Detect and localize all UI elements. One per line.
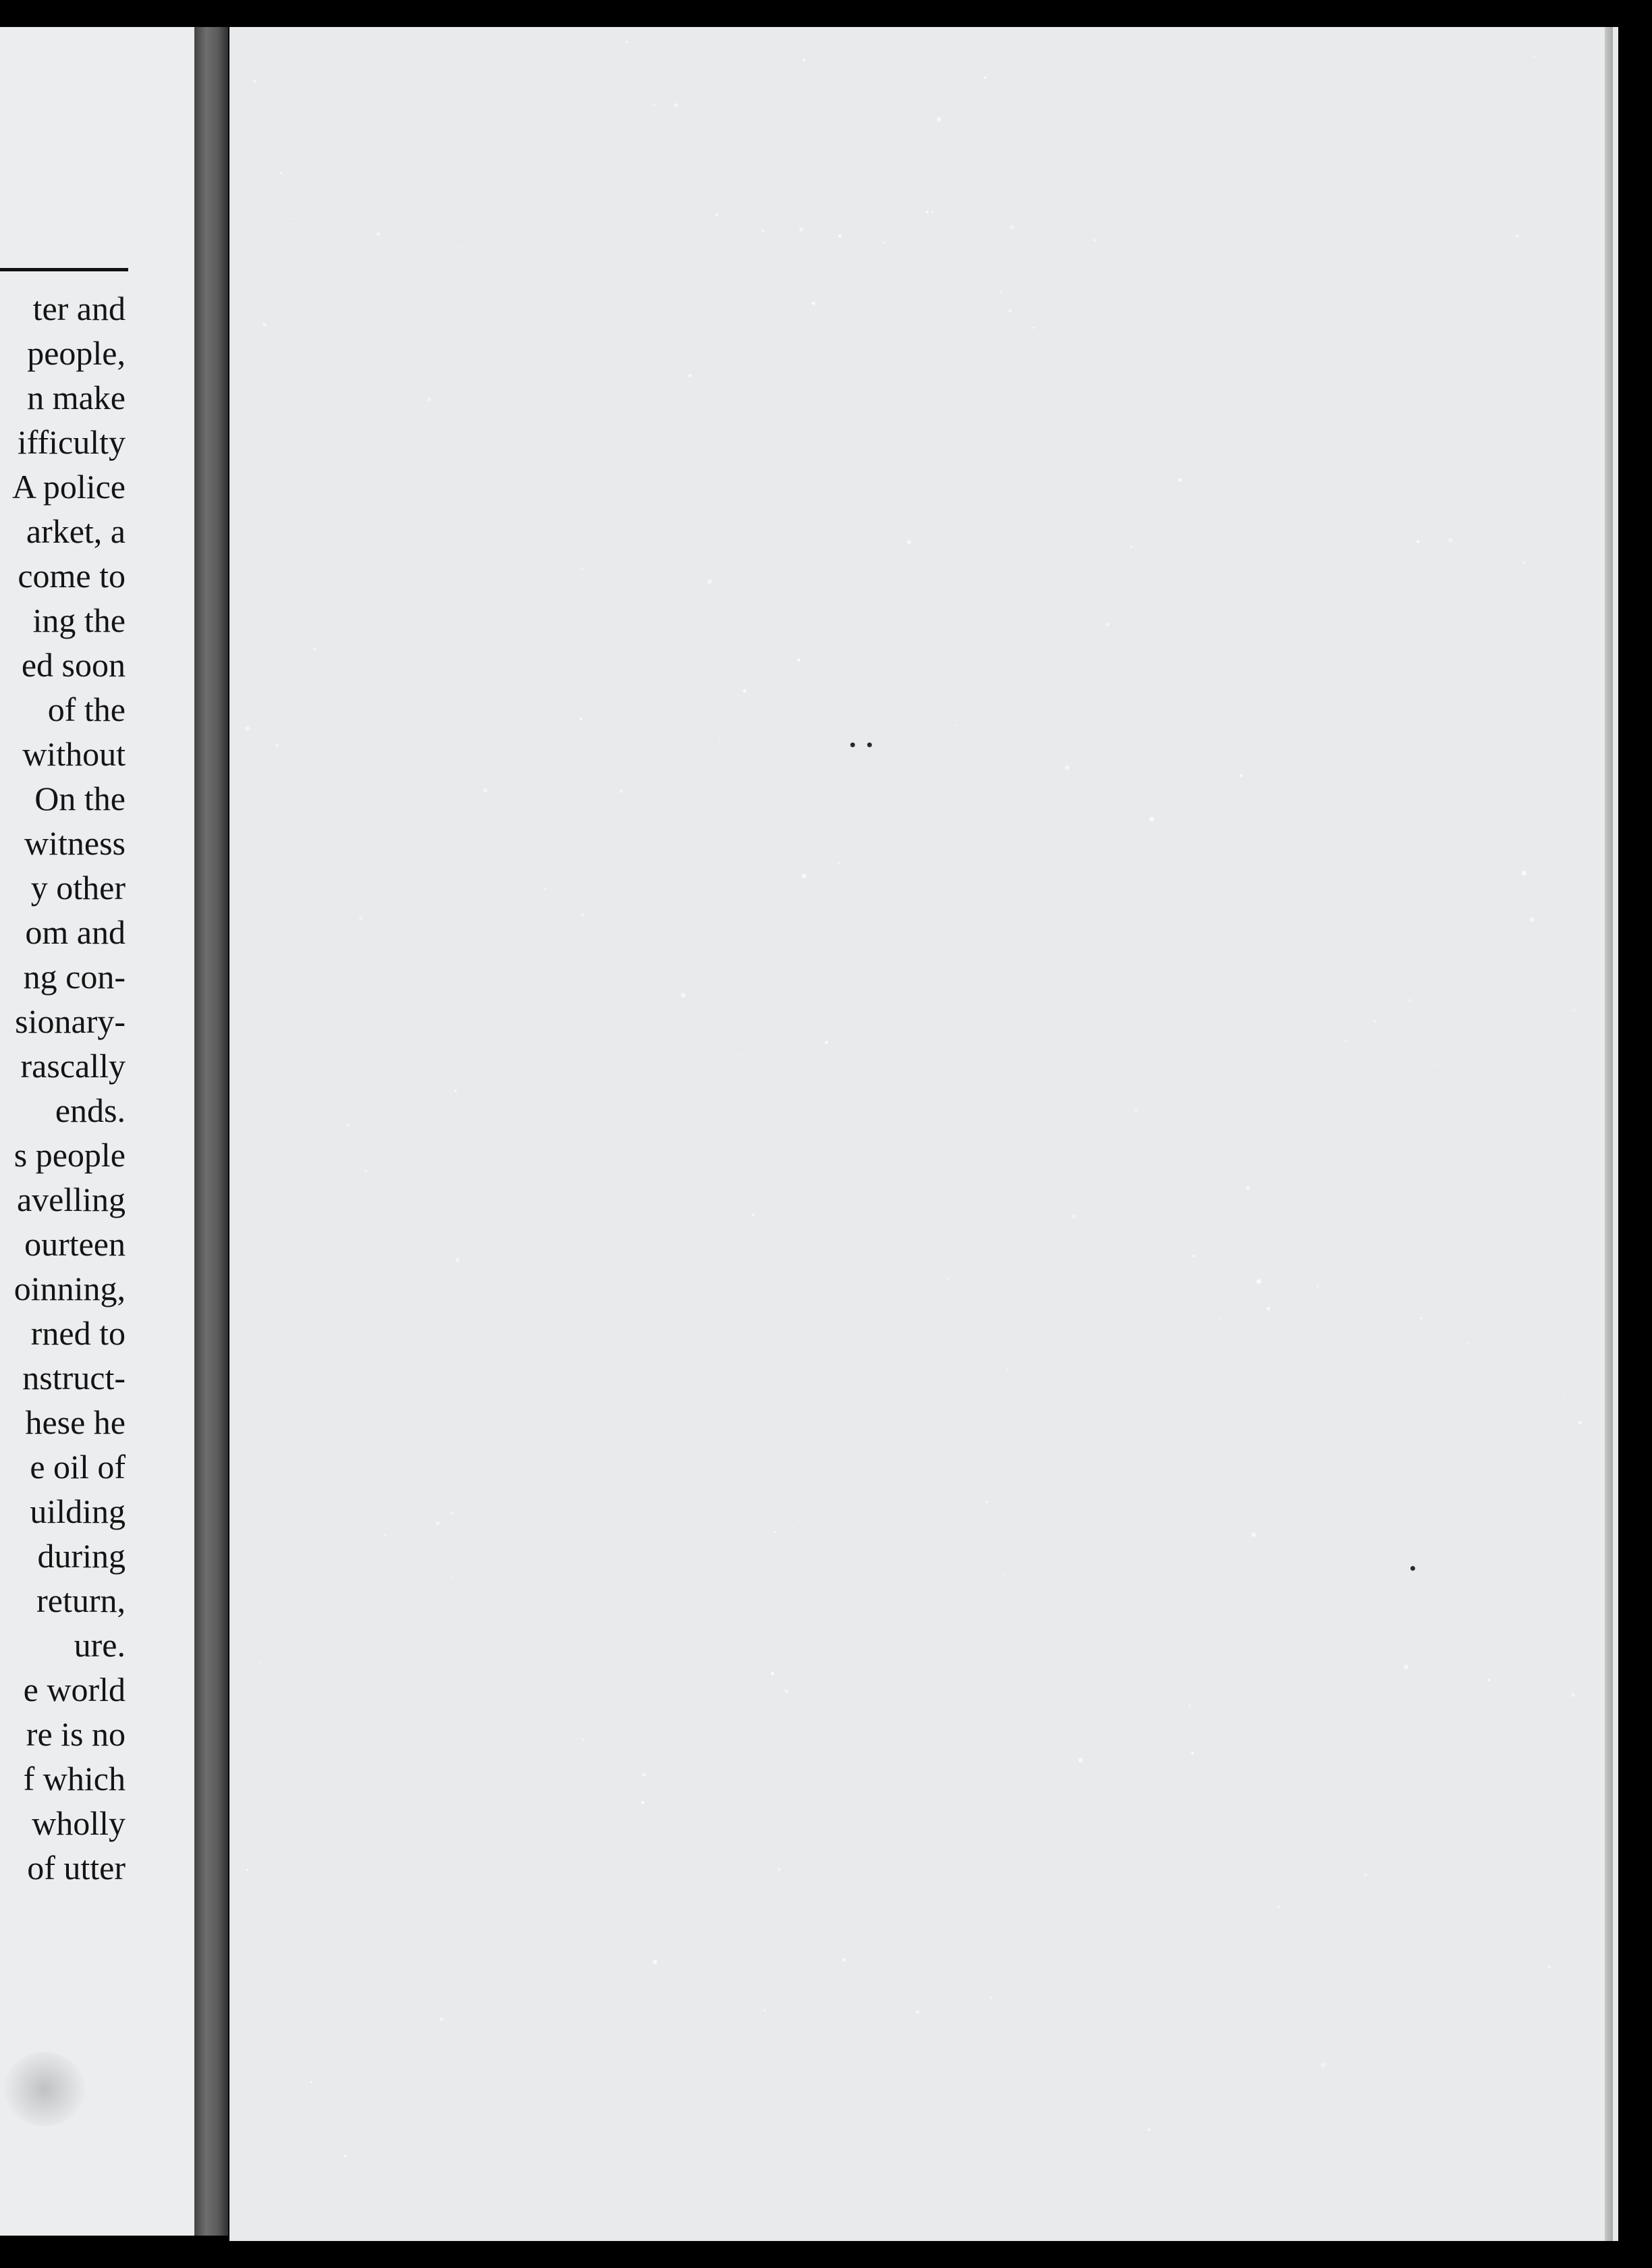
scan-speck bbox=[984, 76, 987, 79]
text-line: of utter bbox=[27, 1849, 126, 1887]
scan-speck bbox=[1191, 1752, 1194, 1754]
text-line: ing the bbox=[32, 601, 126, 639]
text-line: arket, a bbox=[26, 512, 126, 550]
text-line: return, bbox=[36, 1582, 126, 1619]
scan-speck bbox=[263, 323, 267, 327]
scan-speck bbox=[1010, 225, 1014, 230]
scan-speck bbox=[280, 172, 282, 174]
scan-speck bbox=[653, 1960, 657, 1964]
scan-speck bbox=[1345, 1040, 1347, 1042]
right-page-edge bbox=[1605, 27, 1613, 2241]
text-line: come to bbox=[18, 557, 126, 595]
scan-speck bbox=[440, 2018, 443, 2021]
scan-speck bbox=[761, 230, 765, 233]
scan-speck bbox=[1408, 999, 1411, 1002]
scan-speck bbox=[1277, 1906, 1279, 1908]
scan-speck bbox=[1257, 1279, 1261, 1284]
scan-speck bbox=[582, 1738, 584, 1741]
scan-speck bbox=[707, 579, 712, 584]
scan-speck bbox=[620, 790, 623, 793]
scan-speck bbox=[1416, 540, 1420, 543]
scan-speck bbox=[427, 398, 431, 402]
scan-speck bbox=[777, 1868, 781, 1871]
scan-speck bbox=[1267, 1307, 1270, 1310]
scan-speck bbox=[907, 540, 911, 544]
scan-speck bbox=[999, 291, 1002, 294]
scan-speck bbox=[1305, 2194, 1306, 2196]
scan-speck bbox=[454, 1089, 457, 1092]
scan-speck bbox=[260, 1663, 261, 1664]
scan-speck bbox=[719, 738, 721, 740]
scan-speck bbox=[1374, 1020, 1377, 1023]
scan-speck bbox=[741, 1055, 742, 1056]
scan-speck bbox=[1573, 1009, 1575, 1011]
scan-speck bbox=[937, 117, 941, 122]
scan-speck bbox=[1317, 1285, 1319, 1287]
scan-speck bbox=[774, 1531, 776, 1533]
text-line: rned to bbox=[30, 1314, 126, 1352]
page-stain bbox=[4, 2052, 85, 2126]
scan-speck bbox=[912, 952, 914, 953]
scan-speck bbox=[989, 1997, 992, 1999]
book-gutter bbox=[194, 27, 228, 2236]
text-line: hese he bbox=[25, 1403, 126, 1441]
scan-speck bbox=[688, 374, 692, 377]
scan-speck bbox=[1410, 1566, 1415, 1571]
text-line: wholly bbox=[32, 1804, 126, 1842]
text-line: A police bbox=[11, 468, 126, 506]
scan-speck bbox=[483, 788, 487, 792]
scan-speck bbox=[1563, 1393, 1564, 1395]
scan-speck bbox=[1008, 309, 1012, 313]
scan-speck bbox=[1448, 538, 1453, 543]
scan-speck bbox=[799, 1520, 800, 1521]
scan-speck bbox=[1130, 546, 1132, 548]
scan-speck bbox=[1078, 1758, 1083, 1762]
scan-speck bbox=[764, 2009, 766, 2012]
text-line: of the bbox=[47, 691, 126, 728]
text-line: oinning, bbox=[13, 1270, 126, 1307]
left-page-fragment bbox=[0, 27, 194, 2236]
scan-speck bbox=[589, 1120, 590, 1121]
scan-speck bbox=[900, 1037, 902, 1038]
text-line: ure. bbox=[74, 1626, 126, 1664]
scan-speck bbox=[1468, 1343, 1470, 1345]
scan-speck bbox=[916, 2010, 919, 2014]
scan-speck bbox=[245, 726, 250, 731]
scan-speck bbox=[384, 1534, 387, 1536]
text-line: y other bbox=[30, 869, 126, 907]
scan-speck bbox=[1530, 917, 1535, 922]
scan-speck bbox=[1192, 1255, 1195, 1258]
scan-speck bbox=[661, 1378, 662, 1379]
scan-speck bbox=[838, 234, 842, 238]
scan-speck bbox=[883, 242, 885, 244]
scan-speck bbox=[799, 227, 803, 232]
scan-speck bbox=[1246, 1186, 1250, 1190]
scan-speck bbox=[931, 211, 933, 213]
scan-speck bbox=[771, 1672, 774, 1675]
text-line: ed soon bbox=[21, 646, 126, 684]
scan-speck bbox=[717, 794, 719, 795]
scan-speck bbox=[850, 742, 855, 747]
text-line: re is no bbox=[26, 1715, 126, 1753]
scan-speck bbox=[947, 1278, 949, 1280]
scan-speck bbox=[715, 213, 718, 216]
text-line: nstruct- bbox=[22, 1359, 126, 1397]
scan-speck bbox=[545, 1019, 546, 1021]
scan-speck bbox=[854, 1685, 856, 1687]
scan-speck bbox=[1093, 239, 1096, 242]
text-line: om and bbox=[25, 913, 126, 951]
scan-speck bbox=[802, 873, 806, 878]
scan-speck bbox=[653, 104, 655, 106]
text-line: witness bbox=[24, 824, 126, 862]
scan-speck bbox=[581, 914, 584, 917]
scan-speck bbox=[752, 1214, 754, 1216]
scan-speck bbox=[1578, 1421, 1582, 1424]
scan-speck bbox=[642, 1773, 646, 1777]
scan-speck bbox=[1571, 1693, 1575, 1697]
scan-speck bbox=[797, 658, 800, 662]
scan-speck bbox=[1404, 1665, 1408, 1669]
scan-speck bbox=[460, 246, 462, 248]
scan-speck bbox=[253, 80, 256, 83]
scan-speck bbox=[926, 211, 929, 213]
scan-speck bbox=[626, 40, 628, 43]
scan-speck bbox=[1219, 1319, 1221, 1320]
scan-speck bbox=[1148, 2128, 1151, 2131]
scan-speck bbox=[436, 1521, 439, 1525]
scan-speck bbox=[1516, 234, 1519, 238]
scan-speck bbox=[377, 232, 380, 236]
scan-speck bbox=[1420, 1317, 1423, 1320]
scan-speck bbox=[985, 1501, 988, 1503]
scan-speck bbox=[1072, 1214, 1076, 1218]
scan-speck bbox=[723, 541, 724, 542]
scan-speck bbox=[310, 2081, 312, 2083]
scan-speck bbox=[812, 302, 815, 305]
scan-speck bbox=[743, 689, 746, 693]
scan-speck bbox=[842, 2117, 844, 2119]
scan-speck bbox=[837, 862, 840, 865]
scan-speck bbox=[842, 1958, 846, 1962]
text-line: ng con- bbox=[23, 958, 126, 996]
scan-speck bbox=[867, 742, 872, 747]
scan-speck bbox=[1364, 1873, 1367, 1877]
right-page-blank bbox=[229, 27, 1618, 2241]
text-line: ifficulty bbox=[17, 423, 126, 461]
scan-speck bbox=[574, 305, 575, 306]
scan-speck bbox=[1105, 622, 1109, 626]
scan-speck bbox=[681, 993, 686, 998]
text-line: ourteen bbox=[24, 1225, 126, 1263]
left-page-text bbox=[12, 286, 126, 1890]
scan-speck bbox=[1240, 774, 1242, 777]
scan-speck bbox=[437, 360, 438, 361]
text-line: during bbox=[37, 1537, 126, 1575]
scan-speck bbox=[544, 888, 547, 890]
scan-speck bbox=[1134, 1108, 1138, 1112]
scan-speck bbox=[580, 718, 582, 720]
scan-speck bbox=[313, 648, 316, 651]
scan-speck bbox=[674, 103, 678, 107]
scan-speck bbox=[1522, 871, 1526, 875]
scan-speck bbox=[1533, 55, 1535, 57]
text-line: f which bbox=[23, 1760, 126, 1798]
text-line: uilding bbox=[30, 1492, 126, 1530]
text-line: s people bbox=[13, 1136, 126, 1174]
scan-speck bbox=[1321, 2063, 1325, 2068]
text-line: On the bbox=[34, 780, 126, 817]
scan-speck bbox=[1003, 1574, 1005, 1575]
scan-speck bbox=[451, 1577, 452, 1578]
scan-speck bbox=[1188, 1704, 1191, 1707]
text-line: ter and bbox=[32, 290, 126, 327]
scan-speck bbox=[364, 1170, 367, 1172]
scan-speck bbox=[1065, 765, 1070, 770]
scan-speck bbox=[359, 917, 362, 920]
scan-speck bbox=[825, 1041, 828, 1044]
scan-speck bbox=[456, 1258, 460, 1262]
scan-speck bbox=[1591, 71, 1593, 73]
scan-speck bbox=[1178, 478, 1182, 482]
scan-speck bbox=[1487, 1679, 1490, 1681]
scan-speck bbox=[785, 1690, 788, 1693]
scan-speck bbox=[246, 1869, 248, 1871]
scan-speck bbox=[451, 1511, 454, 1515]
scan-speck bbox=[1436, 1063, 1438, 1065]
scan-speck bbox=[1226, 1890, 1227, 1891]
scan-speck bbox=[1523, 562, 1525, 564]
text-line: n make bbox=[27, 379, 126, 416]
text-line: avelling bbox=[16, 1181, 126, 1218]
scan-speck bbox=[802, 59, 805, 61]
scan-speck bbox=[346, 1124, 350, 1127]
text-line: ends. bbox=[55, 1091, 126, 1129]
scan-speck bbox=[293, 218, 295, 220]
scan-speck bbox=[1548, 1966, 1551, 1968]
text-line: e oil of bbox=[30, 1448, 126, 1486]
text-line: people, bbox=[27, 334, 126, 372]
scan-speck bbox=[468, 639, 470, 641]
scan-speck bbox=[1032, 327, 1035, 329]
scan-speck bbox=[1251, 1532, 1256, 1537]
text-line: rascally bbox=[20, 1047, 126, 1085]
scan-speck bbox=[686, 262, 687, 263]
scan-speck bbox=[1432, 220, 1433, 221]
header-rule bbox=[0, 268, 128, 271]
scan-speck bbox=[344, 2155, 347, 2157]
text-line: sionary- bbox=[15, 1002, 126, 1040]
scan-speck bbox=[275, 744, 279, 747]
scan-speck bbox=[562, 1655, 564, 1657]
scan-speck bbox=[955, 724, 957, 726]
scan-speck bbox=[581, 568, 584, 570]
text-line: without bbox=[22, 735, 126, 773]
text-line: e world bbox=[23, 1671, 126, 1708]
scan-speck bbox=[1149, 817, 1154, 821]
scan-speck bbox=[641, 1801, 644, 1804]
scan-speck bbox=[1313, 1988, 1315, 1989]
scan-speck bbox=[1006, 1368, 1008, 1370]
